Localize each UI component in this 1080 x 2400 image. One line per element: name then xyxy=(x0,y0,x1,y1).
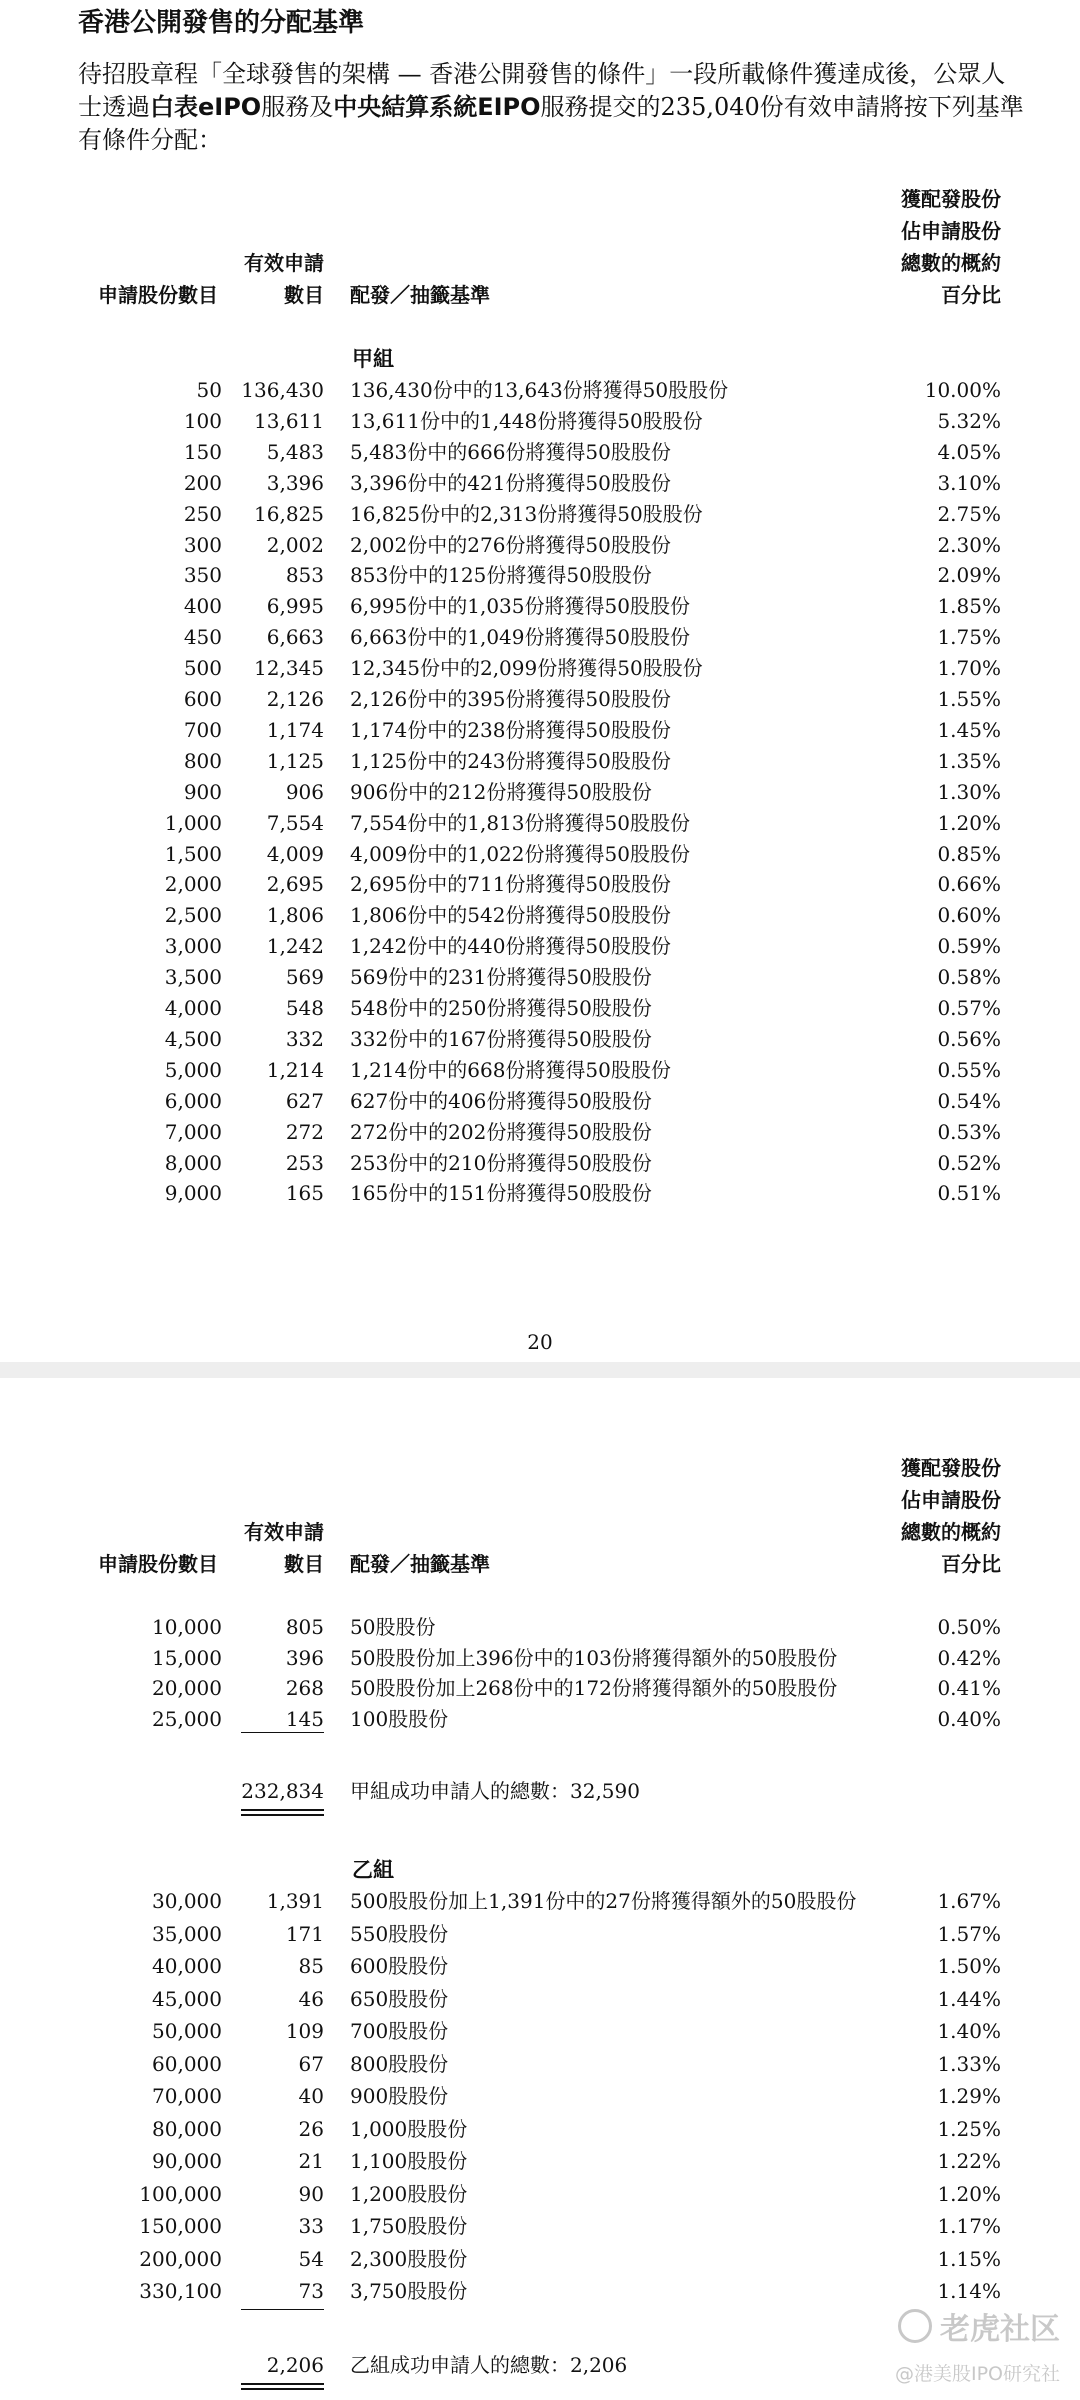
shares-applied-cell: 600 xyxy=(183,687,222,711)
shares-applied-cell: 8,000 xyxy=(164,1150,222,1175)
table-row xyxy=(0,653,1080,684)
header-col-basis: 配發／抽籤基準 xyxy=(350,283,490,307)
allotment-percentage-cell: 2.09% xyxy=(937,563,1001,588)
valid-applications-cell: 109 xyxy=(285,2019,324,2043)
allocation-basis-cell: 1,750股股份 xyxy=(350,2214,468,2238)
page-separator xyxy=(0,1362,1080,1378)
allocation-basis-cell: 165份中的151份將獲得50股股份 xyxy=(350,1181,652,1206)
shares-applied-cell: 10,000 xyxy=(152,1615,222,1639)
valid-applications-cell: 805 xyxy=(285,1615,324,1639)
table-row xyxy=(0,746,1080,777)
shares-applied-cell: 5,000 xyxy=(164,1057,222,1082)
allocation-basis-cell: 3,396份中的421份將獲得50股股份 xyxy=(350,470,671,495)
allotment-percentage-cell: 1.35% xyxy=(937,748,1001,773)
total-double-underline-bottom xyxy=(241,1814,324,1816)
valid-applications-cell: 40 xyxy=(298,2084,324,2108)
allotment-percentage-cell: 0.58% xyxy=(937,965,1001,990)
allocation-basis-cell: 627份中的406份將獲得50股股份 xyxy=(350,1088,652,1113)
group-a-label: 甲組 xyxy=(352,347,394,371)
allocation-basis-cell: 1,174份中的238份將獲得50股股份 xyxy=(350,717,671,742)
table-row xyxy=(0,1951,1080,1982)
allocation-basis-cell: 900股股份 xyxy=(350,2084,449,2108)
table-row xyxy=(0,406,1080,437)
table-row xyxy=(0,900,1080,931)
allocation-basis-cell: 6,995份中的1,035份將獲得50股股份 xyxy=(350,594,690,619)
table-row xyxy=(0,1024,1080,1055)
shares-applied-cell: 500 xyxy=(183,656,222,681)
allocation-basis-cell: 7,554份中的1,813份將獲得50股股份 xyxy=(350,810,690,835)
allotment-percentage-cell: 2.75% xyxy=(937,501,1001,526)
table-row xyxy=(0,962,1080,993)
valid-applications-cell: 145 xyxy=(285,1707,324,1732)
allotment-percentage-cell: 1.85% xyxy=(937,594,1001,619)
header-col-pct-line1: 獲配發股份 xyxy=(901,187,1001,211)
page-number: 20 xyxy=(527,1330,553,1354)
allocation-basis-cell: 50股股份加上268份中的172份將獲得額外的50股股份 xyxy=(350,1676,838,1701)
allocation-basis-cell: 50股股份加上396份中的103份將獲得額外的50股股份 xyxy=(350,1645,838,1670)
allotment-percentage-cell: 1.17% xyxy=(937,2214,1001,2238)
shares-applied-cell: 20,000 xyxy=(152,1676,222,1701)
allotment-percentage-cell: 1.67% xyxy=(937,1889,1001,1913)
allotment-percentage-cell: 0.50% xyxy=(937,1615,1001,1639)
shares-applied-cell: 350 xyxy=(183,563,222,588)
total-double-underline-top xyxy=(241,2383,324,2385)
valid-applications-cell: 1,174 xyxy=(266,717,324,742)
shares-applied-cell: 35,000 xyxy=(152,1921,222,1946)
shares-applied-cell: 6,000 xyxy=(164,1088,222,1113)
allotment-percentage-cell: 0.66% xyxy=(937,872,1001,897)
shares-applied-cell: 60,000 xyxy=(152,2051,222,2076)
allotment-percentage-cell: 0.41% xyxy=(937,1676,1001,1701)
group-a-total-apps: 232,834 xyxy=(241,1779,324,1803)
tiger-paw-icon xyxy=(898,2309,932,2343)
header-col-pct-line4: 百分比 xyxy=(941,1552,1001,1576)
allocation-basis-cell: 12,345份中的2,099份將獲得50股股份 xyxy=(350,656,703,681)
shares-applied-cell: 1,500 xyxy=(164,841,222,866)
valid-applications-cell: 2,126 xyxy=(266,687,324,711)
header-col-shares: 申請股份數目 xyxy=(98,283,218,307)
shares-applied-cell: 450 xyxy=(183,625,222,650)
valid-applications-cell: 54 xyxy=(298,2246,324,2271)
table-row xyxy=(0,777,1080,808)
allocation-basis-cell: 1,200股股份 xyxy=(350,2181,468,2206)
valid-applications-cell: 1,391 xyxy=(266,1889,324,1913)
shares-applied-cell: 100,000 xyxy=(139,2181,222,2206)
valid-applications-cell: 73 xyxy=(298,2279,324,2303)
table-row xyxy=(0,684,1080,715)
intro-bold-1: 白表eIPO xyxy=(150,93,262,121)
valid-applications-cell: 165 xyxy=(285,1181,324,1206)
table-row xyxy=(0,808,1080,839)
allotment-percentage-cell: 2.30% xyxy=(937,532,1001,557)
watermark-subtext: @港美股IPO研究社 xyxy=(894,2363,1060,2385)
total-double-underline-bottom xyxy=(241,2388,324,2390)
valid-applications-cell: 67 xyxy=(298,2051,324,2076)
allotment-percentage-cell: 1.75% xyxy=(937,625,1001,650)
shares-applied-cell: 200 xyxy=(183,470,222,495)
table-row xyxy=(0,2179,1080,2210)
allocation-basis-cell: 1,806份中的542份將獲得50股股份 xyxy=(350,903,671,928)
valid-applications-cell: 26 xyxy=(298,2116,324,2141)
shares-applied-cell: 40,000 xyxy=(152,1954,222,1978)
header-col-pct xyxy=(901,1452,1001,1580)
allocation-basis-cell: 16,825份中的2,313份將獲得50股股份 xyxy=(350,501,703,526)
intro-text-2: 服務及 xyxy=(261,93,334,121)
table-row xyxy=(0,993,1080,1024)
table-row xyxy=(0,715,1080,746)
shares-applied-cell: 50,000 xyxy=(152,2019,222,2043)
shares-applied-cell: 30,000 xyxy=(152,1889,222,1913)
allocation-basis-cell: 100股股份 xyxy=(350,1707,449,1732)
table-row xyxy=(0,839,1080,870)
shares-applied-cell: 7,000 xyxy=(164,1119,222,1144)
table-row xyxy=(0,2081,1080,2112)
intro-text-3: 服務提交的235,040份有效申請將按下列基準有條件分配： xyxy=(78,93,1024,154)
allotment-percentage-cell: 10.00% xyxy=(924,378,1001,402)
allocation-basis-cell: 700股股份 xyxy=(350,2019,449,2043)
allotment-percentage-cell: 0.51% xyxy=(937,1181,1001,1206)
allotment-percentage-cell: 0.53% xyxy=(937,1119,1001,1144)
valid-applications-cell: 6,995 xyxy=(266,594,324,619)
valid-applications-cell: 3,396 xyxy=(266,470,324,495)
header-col-pct-line2: 佔申請股份 xyxy=(901,219,1001,243)
table-row xyxy=(0,1086,1080,1117)
allotment-percentage-cell: 1.20% xyxy=(937,2181,1001,2206)
allocation-basis-cell: 1,125份中的243份將獲得50股股份 xyxy=(350,748,671,773)
valid-applications-cell: 12,345 xyxy=(254,656,324,681)
valid-applications-cell: 46 xyxy=(298,1986,324,2011)
valid-applications-cell: 7,554 xyxy=(266,810,324,835)
table-row xyxy=(0,2276,1080,2307)
allotment-percentage-cell: 0.55% xyxy=(937,1057,1001,1082)
shares-applied-cell: 15,000 xyxy=(152,1645,222,1670)
shares-applied-cell: 80,000 xyxy=(152,2116,222,2141)
allocation-basis-cell: 1,000股股份 xyxy=(350,2116,468,2141)
shares-applied-cell: 70,000 xyxy=(152,2084,222,2108)
header-col-shares: 申請股份數目 xyxy=(98,1552,218,1576)
allocation-basis-cell: 50股股份 xyxy=(350,1615,436,1639)
allocation-basis-cell: 600股股份 xyxy=(350,1954,449,1978)
table-row xyxy=(0,2211,1080,2242)
valid-applications-cell: 1,242 xyxy=(266,934,324,959)
shares-applied-cell: 100 xyxy=(183,408,222,433)
shares-applied-cell: 2,500 xyxy=(164,903,222,928)
header-col-apps-line2: 數目 xyxy=(284,283,324,307)
shares-applied-cell: 400 xyxy=(183,594,222,619)
allotment-percentage-cell: 1.45% xyxy=(937,717,1001,742)
table-row xyxy=(0,560,1080,591)
allocation-basis-cell: 136,430份中的13,643份將獲得50股股份 xyxy=(350,378,729,402)
valid-applications-cell: 136,430 xyxy=(241,378,324,402)
shares-applied-cell: 9,000 xyxy=(164,1181,222,1206)
shares-applied-cell: 900 xyxy=(183,779,222,804)
valid-applications-cell: 1,806 xyxy=(266,903,324,928)
allotment-percentage-cell: 0.54% xyxy=(937,1088,1001,1113)
shares-applied-cell: 3,500 xyxy=(164,965,222,990)
valid-applications-cell: 13,611 xyxy=(254,408,324,433)
valid-applications-cell: 548 xyxy=(285,996,324,1020)
valid-applications-cell: 6,663 xyxy=(266,625,324,650)
header-col-apps xyxy=(244,247,324,311)
table-row xyxy=(0,1643,1080,1674)
valid-applications-cell: 272 xyxy=(285,1119,324,1144)
header-col-pct-line3: 總數的概約 xyxy=(901,251,1001,275)
allocation-basis-cell: 6,663份中的1,049份將獲得50股股份 xyxy=(350,625,690,650)
allocation-basis-cell: 650股股份 xyxy=(350,1986,449,2011)
table-row xyxy=(0,1612,1080,1643)
valid-applications-cell: 627 xyxy=(285,1088,324,1113)
valid-applications-cell: 1,125 xyxy=(266,748,324,773)
header-col-pct-line3: 總數的概約 xyxy=(901,1520,1001,1544)
allocation-basis-cell: 569份中的231份將獲得50股股份 xyxy=(350,965,652,990)
shares-applied-cell: 150 xyxy=(183,439,222,464)
allotment-percentage-cell: 1.57% xyxy=(937,1921,1001,1946)
header-col-pct xyxy=(901,183,1001,311)
allotment-percentage-cell: 1.70% xyxy=(937,656,1001,681)
shares-applied-cell: 4,000 xyxy=(164,996,222,1020)
header-col-pct-line4: 百分比 xyxy=(941,283,1001,307)
allocation-basis-cell: 2,695份中的711份將獲得50股股份 xyxy=(350,872,671,897)
shares-applied-cell: 300 xyxy=(183,532,222,557)
allocation-basis-cell: 4,009份中的1,022份將獲得50股股份 xyxy=(350,841,690,866)
allotment-percentage-cell: 1.44% xyxy=(937,1986,1001,2011)
valid-applications-cell: 853 xyxy=(285,563,324,588)
intro-paragraph xyxy=(78,58,1028,157)
shares-applied-cell: 800 xyxy=(183,748,222,773)
table-row xyxy=(0,1117,1080,1148)
header-col-pct-line2: 佔申請股份 xyxy=(901,1488,1001,1512)
header-col-apps-line2: 數目 xyxy=(284,1552,324,1576)
shares-applied-cell: 150,000 xyxy=(139,2214,222,2238)
valid-applications-cell: 171 xyxy=(285,1921,324,1946)
document-page-2 xyxy=(0,1378,1080,2400)
allotment-percentage-cell: 5.32% xyxy=(937,408,1001,433)
table-row xyxy=(0,375,1080,406)
shares-applied-cell: 2,000 xyxy=(164,872,222,897)
valid-applications-cell: 2,002 xyxy=(266,532,324,557)
allotment-percentage-cell: 4.05% xyxy=(937,439,1001,464)
allotment-percentage-cell: 1.50% xyxy=(937,1954,1001,1978)
shares-applied-cell: 3,000 xyxy=(164,934,222,959)
shares-applied-cell: 200,000 xyxy=(139,2246,222,2271)
table-row xyxy=(0,869,1080,900)
allotment-percentage-cell: 1.30% xyxy=(937,779,1001,804)
table-row xyxy=(0,1148,1080,1179)
valid-applications-cell: 906 xyxy=(285,779,324,804)
allocation-basis-cell: 272份中的202份將獲得50股股份 xyxy=(350,1119,652,1144)
table-row xyxy=(0,2049,1080,2080)
shares-applied-cell: 50 xyxy=(196,378,222,402)
table-row xyxy=(0,1178,1080,1209)
valid-applications-cell: 33 xyxy=(298,2214,324,2238)
intro-text-1: 待招股章程「全球發售的架構 — 香港公開發售的條件」一段所載條件獲達成後，公眾人士透過 xyxy=(78,60,1006,121)
shares-applied-cell: 4,500 xyxy=(164,1026,222,1051)
table-row xyxy=(0,2114,1080,2145)
shares-applied-cell: 1,000 xyxy=(164,810,222,835)
allotment-percentage-cell: 0.42% xyxy=(937,1645,1001,1670)
allotment-percentage-cell: 1.25% xyxy=(937,2116,1001,2141)
table-row xyxy=(0,1055,1080,1086)
valid-applications-cell: 5,483 xyxy=(266,439,324,464)
shares-applied-cell: 330,100 xyxy=(139,2279,222,2303)
allotment-percentage-cell: 1.55% xyxy=(937,687,1001,711)
header-col-basis: 配發／抽籤基準 xyxy=(350,1552,490,1576)
watermark-logo-text: 老虎社区 xyxy=(940,2312,1060,2347)
table-row xyxy=(0,591,1080,622)
valid-applications-cell: 332 xyxy=(285,1026,324,1051)
allocation-basis-cell: 2,126份中的395份將獲得50股股份 xyxy=(350,687,671,711)
allocation-basis-cell: 332份中的167份將獲得50股股份 xyxy=(350,1026,652,1051)
valid-applications-cell: 90 xyxy=(298,2181,324,2206)
allotment-percentage-cell: 0.85% xyxy=(937,841,1001,866)
allocation-basis-cell: 1,100股股份 xyxy=(350,2149,468,2173)
allocation-basis-cell: 13,611份中的1,448份將獲得50股股份 xyxy=(350,408,703,433)
shares-applied-cell: 250 xyxy=(183,501,222,526)
group-a-total-label: 甲組成功申請人的總數：32,590 xyxy=(350,1779,640,1803)
allocation-basis-cell: 253份中的210份將獲得50股股份 xyxy=(350,1150,652,1175)
valid-applications-cell: 569 xyxy=(285,965,324,990)
allotment-percentage-cell: 0.56% xyxy=(937,1026,1001,1051)
table-row xyxy=(0,530,1080,561)
valid-applications-cell: 85 xyxy=(298,1954,324,1978)
allotment-percentage-cell: 1.29% xyxy=(937,2084,1001,2108)
shares-applied-cell: 45,000 xyxy=(152,1986,222,2011)
allocation-basis-cell: 1,214份中的668份將獲得50股股份 xyxy=(350,1057,671,1082)
allotment-percentage-cell: 1.40% xyxy=(937,2019,1001,2043)
valid-applications-cell: 16,825 xyxy=(254,501,324,526)
allotment-percentage-cell: 0.59% xyxy=(937,934,1001,959)
group-b-total-apps: 2,206 xyxy=(266,2353,324,2377)
allocation-basis-cell: 550股股份 xyxy=(350,1921,449,1946)
table-row xyxy=(0,2146,1080,2177)
allotment-percentage-cell: 1.15% xyxy=(937,2246,1001,2271)
total-double-underline-top xyxy=(241,1809,324,1811)
header-col-apps-line1: 有效申請 xyxy=(244,1520,324,1544)
header-col-pct-line1: 獲配發股份 xyxy=(901,1456,1001,1480)
table-row xyxy=(0,1984,1080,2015)
subtotal-underline xyxy=(241,1732,324,1733)
allotment-percentage-cell: 0.57% xyxy=(937,996,1001,1020)
valid-applications-cell: 21 xyxy=(298,2149,324,2173)
intro-bold-2: 中央結算系統EIPO xyxy=(333,93,541,121)
allotment-percentage-cell: 3.10% xyxy=(937,470,1001,495)
allocation-basis-cell: 1,242份中的440份將獲得50股股份 xyxy=(350,934,671,959)
group-b-label: 乙組 xyxy=(352,1858,394,1882)
allocation-basis-cell: 853份中的125份將獲得50股股份 xyxy=(350,563,652,588)
header-col-apps xyxy=(244,1516,324,1580)
allotment-percentage-cell: 0.60% xyxy=(937,903,1001,928)
section-title: 香港公開發售的分配基準 xyxy=(78,8,365,38)
allocation-basis-cell: 906份中的212份將獲得50股股份 xyxy=(350,779,652,804)
valid-applications-cell: 2,695 xyxy=(266,872,324,897)
table-row xyxy=(0,2244,1080,2275)
allocation-basis-cell: 500股股份加上1,391份中的27份將獲得額外的50股股份 xyxy=(350,1889,857,1913)
allotment-percentage-cell: 0.52% xyxy=(937,1150,1001,1175)
allotment-percentage-cell: 1.14% xyxy=(937,2279,1001,2303)
allotment-percentage-cell: 1.33% xyxy=(937,2051,1001,2076)
table-row xyxy=(0,468,1080,499)
valid-applications-cell: 4,009 xyxy=(266,841,324,866)
table-row xyxy=(0,1886,1080,1917)
allotment-percentage-cell: 1.22% xyxy=(937,2149,1001,2173)
table-row xyxy=(0,931,1080,962)
allocation-basis-cell: 548份中的250份將獲得50股股份 xyxy=(350,996,652,1020)
shares-applied-cell: 90,000 xyxy=(152,2149,222,2173)
valid-applications-cell: 1,214 xyxy=(266,1057,324,1082)
table-row xyxy=(0,437,1080,468)
header-col-apps-line1: 有效申請 xyxy=(244,251,324,275)
table-row xyxy=(0,1704,1080,1735)
table-row xyxy=(0,499,1080,530)
shares-applied-cell: 700 xyxy=(183,717,222,742)
valid-applications-cell: 396 xyxy=(285,1645,324,1670)
valid-applications-cell: 253 xyxy=(285,1150,324,1175)
valid-applications-cell: 268 xyxy=(285,1676,324,1701)
table-row xyxy=(0,1919,1080,1950)
allocation-basis-cell: 3,750股股份 xyxy=(350,2279,468,2303)
shares-applied-cell: 25,000 xyxy=(152,1707,222,1732)
table-row xyxy=(0,1673,1080,1704)
allocation-basis-cell: 5,483份中的666份將獲得50股股份 xyxy=(350,439,671,464)
table-row xyxy=(0,622,1080,653)
watermark-logo xyxy=(898,2304,1060,2348)
subtotal-underline xyxy=(241,2309,324,2310)
allotment-percentage-cell: 1.20% xyxy=(937,810,1001,835)
allocation-basis-cell: 2,300股股份 xyxy=(350,2246,468,2271)
table-row xyxy=(0,2016,1080,2047)
allocation-basis-cell: 800股股份 xyxy=(350,2051,449,2076)
allocation-basis-cell: 2,002份中的276份將獲得50股股份 xyxy=(350,532,671,557)
allotment-percentage-cell: 0.40% xyxy=(937,1707,1001,1732)
group-b-total-label: 乙組成功申請人的總數：2,206 xyxy=(350,2353,628,2377)
